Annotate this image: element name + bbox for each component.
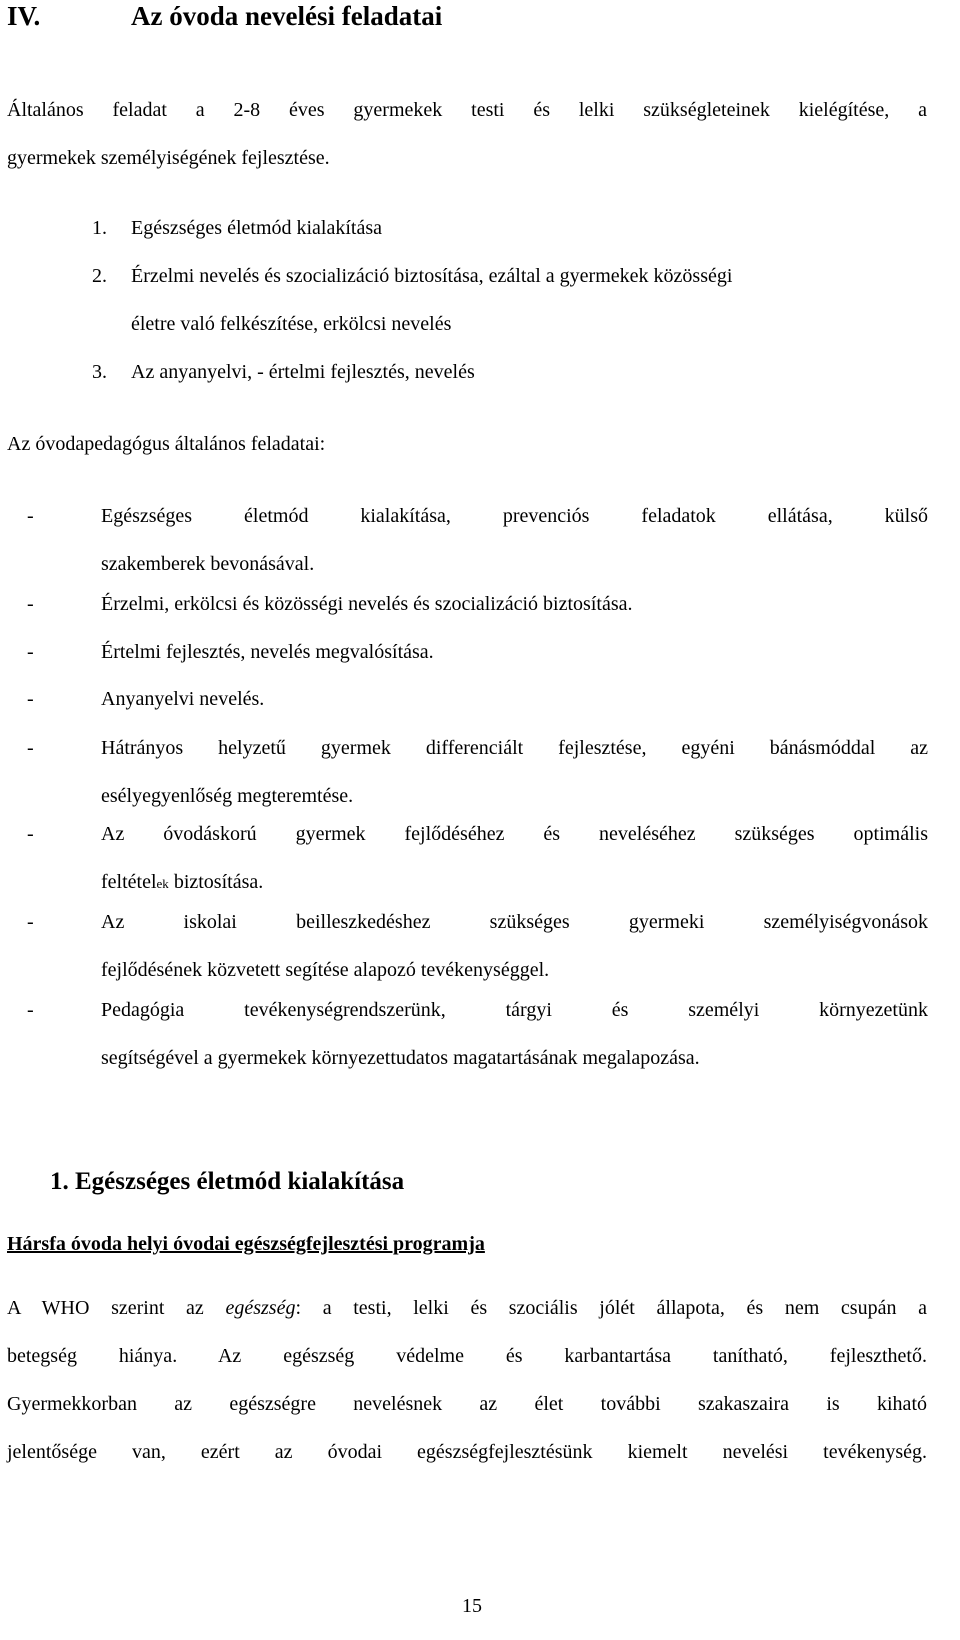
- task-5: [101, 724, 928, 820]
- intro-paragraph: [7, 86, 927, 182]
- body-line-2: betegség hiánya. Az egészség védelme és karbantartása tanítható, fejleszthető.: [7, 1345, 927, 1367]
- task-8: [101, 986, 928, 1082]
- task-3-dash: -: [27, 641, 34, 663]
- task-3-line-1: Értelmi fejlesztés, nevelés megvalósítása.: [101, 641, 434, 663]
- numbered-item-2-number: 2.: [92, 265, 107, 287]
- task-1: [101, 492, 928, 588]
- task-7-dash: -: [27, 911, 34, 933]
- task-6-dash: -: [27, 823, 34, 845]
- body-line-1-a: A WHO szerint az: [7, 1297, 226, 1319]
- body-line-1-em: egészség: [225, 1297, 296, 1319]
- task-2: [101, 580, 928, 628]
- tasks-heading: Az óvodapedagógus általános feladatai:: [7, 433, 326, 455]
- numbered-item-2-text: Érzelmi nevelés és szocializáció biztosítása, ezáltal a gyermekek közösségi: [131, 265, 733, 287]
- task-5-line-2: esélyegyenlőség megteremtése.: [101, 785, 354, 807]
- intro-line-1: Általános feladat a 2-8 éves gyermekek testi és lelki szükségleteinek kielégítése, a: [7, 99, 927, 121]
- task-4-line-1: Anyanyelvi nevelés.: [101, 688, 265, 710]
- chapter-title: Az óvoda nevelési feladatai: [131, 1, 443, 31]
- task-6-line-1: Az óvodáskorú gyermek fejlődéséhez és neveléséhez szükséges optimális: [101, 823, 928, 845]
- task-8-dash: -: [27, 999, 34, 1021]
- task-5-dash: -: [27, 737, 34, 759]
- task-4: [101, 675, 928, 723]
- task-5-line-1: Hátrányos helyzetű gyermek differenciált fejlesztése, egyéni bánásmóddal az: [101, 737, 928, 759]
- task-1-line-1: Egészséges életmód kialakítása, prevenciós feladatok ellátása, külső: [101, 505, 928, 527]
- numbered-item-1-text: Egészséges életmód kialakítása: [131, 217, 383, 239]
- body-line-3: Gyermekkorban az egészségre nevelésnek az élet további szakaszaira is kiható: [7, 1393, 927, 1415]
- numbered-item-2-text-cont: életre való felkészítése, erkölcsi nevelés: [131, 313, 452, 335]
- task-7-line-1: Az iskolai beilleszkedéshez szükséges gyermeki személyiségvonások: [101, 911, 928, 933]
- task-7: [101, 898, 928, 994]
- task-6-line-2b: ek: [156, 876, 169, 891]
- task-4-dash: -: [27, 688, 34, 710]
- task-1-dash: -: [27, 505, 34, 527]
- section-subtitle: Hársfa óvoda helyi óvodai egészségfejlesztési programja: [7, 1233, 485, 1255]
- section-title: 1. Egészséges életmód kialakítása: [50, 1168, 405, 1195]
- task-3: [101, 628, 928, 676]
- task-8-line-1: Pedagógia tevékenységrendszerünk, tárgyi és személyi környezetünk: [101, 999, 928, 1021]
- task-6: [101, 810, 928, 906]
- numbered-item-1-number: 1.: [92, 217, 107, 239]
- numbered-item-3-number: 3.: [92, 361, 107, 383]
- task-7-line-2: fejlődésének közvetett segítése alapozó tevékenységgel.: [101, 959, 550, 981]
- task-6-line-2c: biztosítása.: [168, 871, 264, 893]
- page-number: 15: [462, 1595, 482, 1617]
- numbered-item-3-text: Az anyanyelvi, - értelmi fejlesztés, nevelés: [131, 361, 475, 383]
- body-line-1-b: : a testi, lelki és szociális jólét állapota, és nem csupán a: [295, 1297, 927, 1319]
- body-line-4: jelentősége van, ezért az óvodai egészségfejlesztésünk kiemelt nevelési tevékenység.: [7, 1441, 927, 1463]
- task-6-line-2a: feltétel: [101, 871, 157, 893]
- chapter-number: IV.: [7, 1, 41, 31]
- task-8-line-2: segítségével a gyermekek környezettudatos magatartásának megalapozása.: [101, 1047, 700, 1069]
- intro-line-2: gyermekek személyiségének fejlesztése.: [7, 147, 330, 169]
- body-line-1: [7, 1284, 927, 1332]
- task-2-dash: -: [27, 593, 34, 615]
- body-paragraph: [7, 1284, 927, 1476]
- task-2-line-1: Érzelmi, erkölcsi és közösségi nevelés és szocializáció biztosítása.: [101, 593, 633, 615]
- task-1-line-2: szakemberek bevonásával.: [101, 553, 315, 575]
